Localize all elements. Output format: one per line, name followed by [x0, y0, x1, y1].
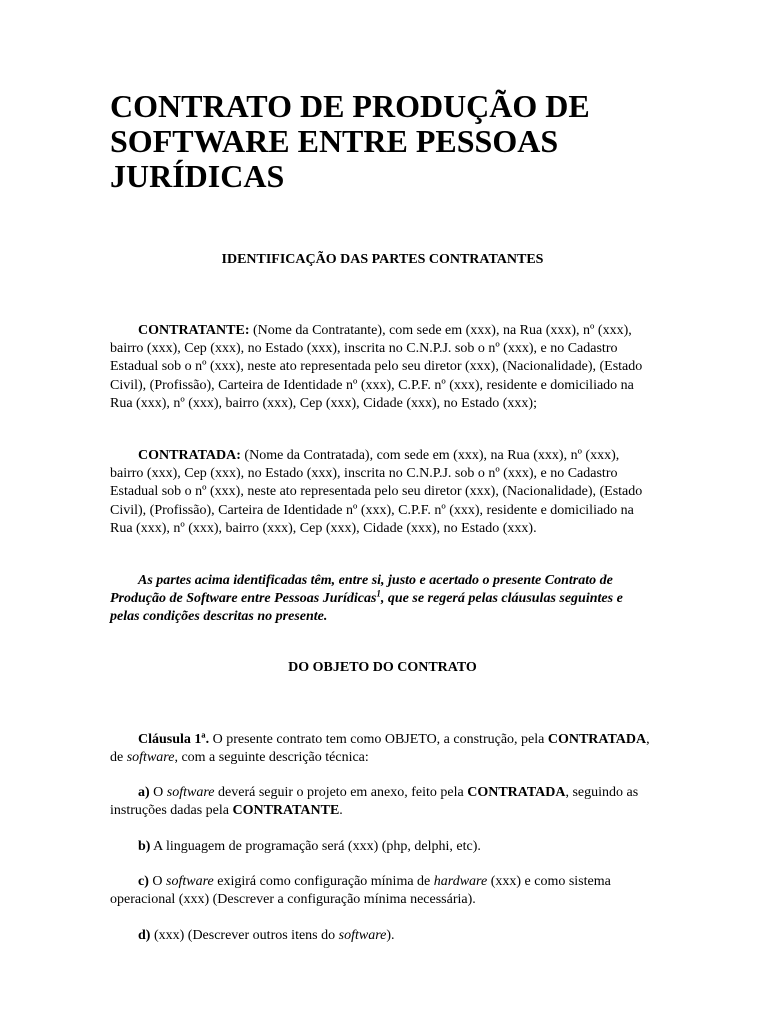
- intro-text-before: As partes acima identificadas têm, entre si, justo e acertado o presente Contrato de Produção de Software entre Pessoas Jurídicas: [110, 573, 613, 607]
- item-b-paragraph: [110, 838, 655, 856]
- item-a-paragraph: [110, 784, 655, 820]
- item-d-label: d): [138, 928, 151, 943]
- section-heading-identification: IDENTIFICAÇÃO DAS PARTES CONTRATANTES: [221, 252, 544, 267]
- item-c-text-2: exigirá como configuração mínima de: [213, 874, 434, 889]
- item-a-label: a): [138, 785, 150, 800]
- item-c-label: c): [138, 874, 149, 889]
- item-b-text: A linguagem de programação será (xxx) (php, delphi, etc).: [150, 839, 481, 854]
- item-c-software: software: [166, 874, 214, 889]
- contratante-paragraph: [110, 322, 655, 413]
- item-a-text-3: , seguindo as instruções dadas pela: [110, 785, 639, 819]
- document-title: CONTRATO DE PRODUÇÃO DE SOFTWARE ENTRE PESSOAS JURÍDICAS: [110, 88, 590, 194]
- contratante-text: (Nome da Contratante), com sede em (xxx), na Rua (xxx), nº (xxx), bairro (xxx), Cep (xxx), no Estado (xxx), inscrita no C.N.P.J. sob o nº (xxx), e no Cadastro Estadual sob o nº (xxx), neste ato representada pelo seu diretor (xxx), (Nacionalidade), (Estado Civil), (Profissão), Carteira de Identidade nº (xxx), C.P.F. nº (xxx), residente e domiciliado na Rua (xxx), nº (xxx), bairro (xxx), Cep (xxx), Cidade (xxx), no Estado (xxx);: [110, 323, 643, 411]
- clause-1-contratada: CONTRATADA: [547, 732, 647, 747]
- item-d-software: software: [338, 928, 387, 943]
- item-b-label: b): [138, 839, 151, 854]
- item-a-text-4: .: [339, 803, 343, 819]
- item-a-contratante: CONTRATANTE: [232, 803, 340, 819]
- clause-1-paragraph: [110, 731, 655, 767]
- intro-text-after: , que se regerá pelas cláusulas seguintes e pelas condições descritas no presente.: [110, 591, 623, 625]
- item-c-paragraph: [110, 873, 655, 909]
- item-c-text: O: [148, 874, 167, 889]
- item-a-text-2: deverá seguir o projeto em anexo, feito pela: [214, 785, 468, 800]
- contratada-text: (Nome da Contratada), com sede em (xxx), na Rua (xxx), nº (xxx), bairro (xxx), Cep (xxx), no Estado (xxx), inscrita no C.N.P.J. sob o nº (xxx), e no Cadastro Estadual sob o nº (xxx), neste ato representada pelo seu diretor (xxx), (Nacionalidade), (Estado Civil), (Profissão), Carteira de Identidade nº (xxx), C.P.F. nº (xxx), residente e domiciliado na Rua (xxx), nº (xxx), bairro (xxx), Cep (xxx), Cidade (xxx), no Estado (xxx).: [110, 448, 643, 536]
- item-c-text-3: (xxx) e como sistema operacional (xxx) (Descrever a configuração mínima necessária).: [110, 874, 611, 908]
- clause-1-label: Cláusula 1ª.: [138, 732, 210, 747]
- item-c-hardware: hardware: [433, 874, 488, 889]
- contratada-paragraph: [110, 447, 655, 538]
- contratada-label: CONTRATADA:: [138, 448, 241, 463]
- footnote-ref[interactable]: 1: [376, 588, 381, 599]
- clause-1-text-3: , com a seguinte descrição técnica:: [174, 750, 369, 766]
- clause-1-text-2: , de: [110, 732, 650, 766]
- section-heading-object: DO OBJETO DO CONTRATO: [288, 660, 477, 675]
- item-d-text-2: ).: [386, 928, 395, 943]
- clause-1-text: O presente contrato tem como OBJETO, a construção, pela: [209, 732, 548, 747]
- item-a-contratada: CONTRATADA: [467, 785, 566, 800]
- item-d-paragraph: [110, 927, 655, 945]
- item-d-text: (xxx) (Descrever outros itens do: [150, 928, 339, 943]
- item-a-text: O: [149, 785, 167, 800]
- intro-paragraph: [110, 572, 655, 627]
- item-a-software: software: [166, 785, 215, 800]
- clause-1-software: software: [126, 750, 175, 766]
- contratante-label: CONTRATANTE:: [138, 323, 250, 338]
